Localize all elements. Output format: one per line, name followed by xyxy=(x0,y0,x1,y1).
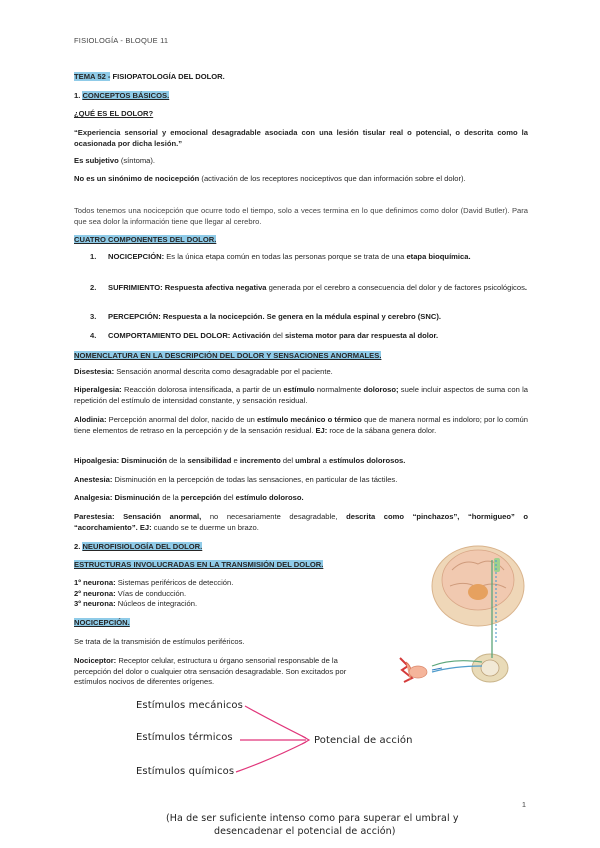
neuron-label: 1º neurona: xyxy=(74,578,116,587)
term-text: roce de la sábana genera dolor. xyxy=(327,425,437,435)
neuron-item xyxy=(74,589,374,600)
section-1-number: 1. xyxy=(74,91,83,100)
component-label: COMPORTAMIENTO DEL DOLOR: Activación xyxy=(108,331,271,340)
anestesia-def xyxy=(74,475,528,486)
term-text: Percepción anormal del dolor, nacido de un xyxy=(106,415,258,424)
structures-heading xyxy=(74,560,374,571)
page-number: 1 xyxy=(521,800,526,809)
component-bold-end: sistema motor para dar respuesta al dolor. xyxy=(284,331,439,340)
term-text: Sensación anormal descrita como desagradable por el paciente. xyxy=(114,367,333,376)
component-number: 2. xyxy=(90,283,97,292)
pain-pathway-illustration xyxy=(392,540,528,690)
structures-title: ESTRUCTURAS INVOLUCRADAS EN LA TRANSMISIÓN DEL DOLOR. xyxy=(74,560,324,569)
neuron-text: Núcleos de integración. xyxy=(115,599,198,609)
subjective-bold: Es subjetivo xyxy=(74,156,119,165)
disestesia-def xyxy=(74,367,528,378)
term-text: no necesariamente desagradable, xyxy=(201,512,347,521)
topic-number: TEMA 52 - xyxy=(74,72,111,81)
term-label: Anestesia: xyxy=(74,475,113,484)
section-2-heading xyxy=(74,542,374,553)
term-text: cuando se te duerme un brazo. xyxy=(151,522,259,532)
hipoalgesia-def xyxy=(74,456,528,467)
term-label: Hipoalgesia: Disminución xyxy=(74,456,167,465)
term-text: suele incluir aspectos de suma con la repetición del estímulo de intensidad constante, y sensación residual. xyxy=(74,385,528,405)
component-item-1 xyxy=(90,252,528,263)
term-bold: estímulos dolorosos. xyxy=(328,456,406,465)
term-text: de la xyxy=(160,493,181,502)
nonsynonym-rest: (activación de los receptores nociceptivos que dan información sobre el dolor). xyxy=(199,174,466,183)
term-bold: estímulo xyxy=(283,385,315,394)
stimulus-mechanical: Estímulos mecánicos xyxy=(136,700,243,711)
everyone-paragraph: Todos tenemos una nocicepción que ocurre todo el tiempo, solo a veces termina en lo que definimos como dolor (David Butler). Para que sea dolor la información tiene que llegar al cerebro. xyxy=(74,206,528,226)
neuron-text: Vías de conducción. xyxy=(115,588,187,598)
nocicepcion-text: Se trata de la transmisión de estímulos periféricos. xyxy=(74,637,245,646)
stimulus-chemical: Estímulos químicos xyxy=(136,766,235,777)
arrow-head xyxy=(302,736,309,744)
subjective-rest: (síntoma). xyxy=(118,156,156,165)
components-heading xyxy=(74,235,528,246)
nomenclature-heading xyxy=(74,351,528,362)
neuron-label: 2º neurona: xyxy=(74,588,116,598)
analgesia-def xyxy=(74,493,528,504)
term-bold: EJ: xyxy=(315,425,328,435)
term-label: Parestesia: Sensación anormal, xyxy=(74,512,202,521)
component-item-2 xyxy=(90,283,528,294)
term-text: Reacción dolorosa intensificada, a partir de un xyxy=(121,385,284,394)
neuron-label: 3º neurona: xyxy=(74,599,116,609)
action-potential-label: Potencial de acción xyxy=(314,735,413,746)
term-bold: estímulo doloroso. xyxy=(235,493,304,502)
term-label: Alodinia: xyxy=(74,415,107,424)
page-header: FISIOLOGÍA - BLOQUE 11 xyxy=(74,36,169,45)
nocicepcion-title: NOCICEPCIÓN. xyxy=(74,618,130,627)
term-text: del xyxy=(280,456,296,465)
term-bold: umbral xyxy=(295,456,321,465)
component-item-4 xyxy=(90,331,528,342)
subjective-line xyxy=(74,156,528,167)
nociceptor-def xyxy=(74,656,364,688)
term-text: a xyxy=(320,456,329,465)
component-text: del xyxy=(270,331,285,340)
component-bold-end: . xyxy=(524,283,527,292)
component-label: SUFRIMIENTO: Respuesta afectiva negativa xyxy=(108,283,267,292)
term-text: del xyxy=(221,493,236,502)
neuron-item xyxy=(74,578,374,589)
section-2-title: NEUROFISIOLOGÍA DEL DOLOR. xyxy=(82,542,203,551)
component-text: generada por el cerebro a consecuencia del dolor y de factores psicológicos xyxy=(266,283,525,292)
arrow-mechanical xyxy=(245,706,306,738)
component-text: Es la única etapa común en todas las personas porque se trata de una xyxy=(164,252,407,261)
threshold-note-line1: (Ha de ser suficiente intenso como para superar el umbral y xyxy=(166,813,459,824)
term-bold: percepción xyxy=(180,493,222,502)
term-text: que de manera normal es indoloro; por lo común tiene elementos de retraso en la percepción y de la sensación residual. xyxy=(74,415,528,435)
parestesia-def xyxy=(74,512,528,533)
term-text: e xyxy=(231,456,240,465)
term-bold: incremento xyxy=(239,456,281,465)
term-text: Receptor celular, estructura u órgano sensorial responsable de la percepción del dolor o cualquier otra sensación desagradable. Son excitados por estímulos nocivos de diferentes orígenes. xyxy=(74,656,347,687)
pain-definition: “Experiencia sensorial y emocional desagradable asociada con una lesión tisular real o potencial, o descrita como la ocasionada por dicha lesión.” xyxy=(74,128,528,148)
term-label: Hiperalgesia: xyxy=(74,385,122,394)
neuron-text: Sistemas periféricos de detección. xyxy=(115,578,234,587)
term-text: de la xyxy=(166,456,188,465)
component-label: PERCEPCIÓN: Respuesta a la nocicepción. Se genera en la médula espinal y cerebro (SNC). xyxy=(108,312,441,321)
term-text: Disminución en la percepción de todas las sensaciones, en particular de las táctiles. xyxy=(112,475,398,484)
section-1-heading xyxy=(74,91,528,102)
term-bold: descrita como “pinchazos”, “hormigueo” o “acorchamiento”. EJ: xyxy=(74,512,528,532)
hiperalgesia-def xyxy=(74,385,528,406)
term-bold: doloroso; xyxy=(363,385,399,394)
section-1-title: CONCEPTOS BÁSICOS. xyxy=(82,91,170,100)
term-bold: estímulo mecánico o térmico xyxy=(257,415,362,424)
nonsynonym-paragraph xyxy=(74,174,528,185)
component-number: 4. xyxy=(90,331,97,340)
term-label: Nociceptor: xyxy=(74,656,117,665)
component-number: 3. xyxy=(90,312,97,321)
nomenclature-title: NOMENCLATURA EN LA DESCRIPCIÓN DEL DOLOR Y SENSACIONES ANORMALES. xyxy=(74,351,382,360)
components-title: CUATRO COMPONENTES DEL DOLOR. xyxy=(74,235,217,244)
neuron-item xyxy=(74,599,374,610)
term-label: Disestesia: xyxy=(74,367,115,376)
component-number: 1. xyxy=(90,252,97,261)
alodinia-def xyxy=(74,415,528,436)
term-bold: sensibilidad xyxy=(187,456,232,465)
question-heading xyxy=(74,109,528,120)
nonsynonym-bold: No es un sinónimo de nocicepción xyxy=(74,174,200,183)
component-label: NOCICEPCIÓN: xyxy=(108,252,165,261)
topic-name: FISIOPATOLOGÍA DEL DOLOR. xyxy=(110,72,225,81)
neuron-list xyxy=(74,578,374,610)
arrow-chemical xyxy=(236,742,306,772)
nocicepcion-heading xyxy=(74,618,374,629)
term-label: Analgesia: Disminución xyxy=(74,493,161,502)
component-item-3 xyxy=(90,312,528,323)
pain-pathway-drawing xyxy=(392,540,528,690)
question-title: ¿QUÉ ES EL DOLOR? xyxy=(74,109,154,118)
stimulus-thermal: Estímulos térmicos xyxy=(136,732,233,743)
threshold-note-line2: desencadenar el potencial de acción) xyxy=(214,826,396,837)
component-bold-end: etapa bioquímica. xyxy=(406,252,471,261)
term-text: normalmente xyxy=(314,385,364,394)
section-2-number: 2. xyxy=(74,542,83,551)
topic-title xyxy=(74,72,528,83)
